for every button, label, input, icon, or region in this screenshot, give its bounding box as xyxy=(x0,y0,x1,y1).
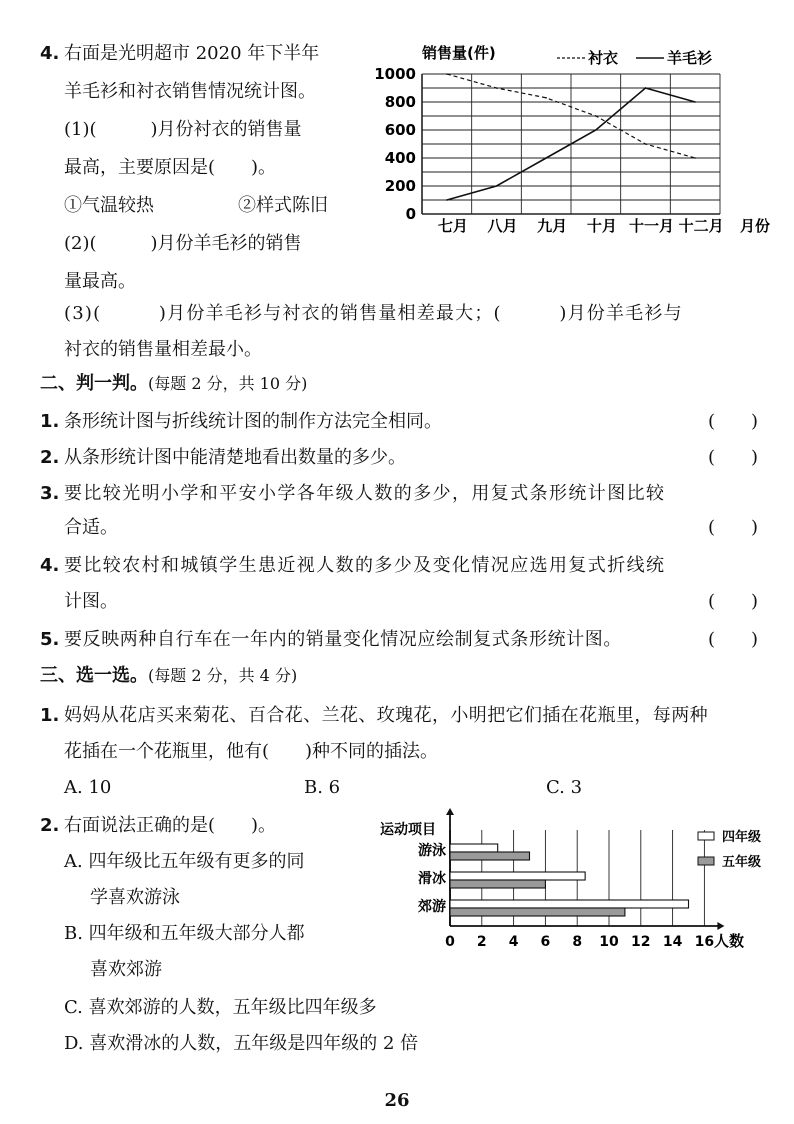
s3-q2-option-b-line1[interactable]: B. 四年级和五年级大部分人都 xyxy=(64,923,305,944)
s2-q1-number: 1. xyxy=(40,411,60,432)
bar-chart-xtick: 4 xyxy=(508,934,519,950)
section3-note: (每题 2 分，共 4 分) xyxy=(148,666,298,685)
section2-note: (每题 2 分，共 10 分) xyxy=(148,374,308,393)
legend-grade5-label: 五年级 xyxy=(722,855,762,870)
q4-option1: ①气温较热 xyxy=(64,195,154,216)
section3-title: 三、选一选。 xyxy=(40,665,148,686)
q4-sub1-line1: (1)( )月份衬衣的销售量 xyxy=(64,119,302,140)
q4-line2: 羊毛衫和衬衣销售情况统计图。 xyxy=(64,81,316,102)
q4-option2: ②样式陈旧 xyxy=(238,195,328,216)
line-chart-xtick: 七月 xyxy=(437,217,468,235)
legend-shirt-label: 衬衣 xyxy=(588,49,619,67)
bar-chart-category: 游泳 xyxy=(418,843,446,859)
bar-grade4 xyxy=(450,872,585,880)
line-chart-xtick: 十一月 xyxy=(628,217,675,235)
s3-q2-option-b-line2: 喜欢郊游 xyxy=(90,959,162,980)
bar-chart-legend xyxy=(698,829,761,870)
line-chart-ytick: 600 xyxy=(384,121,416,139)
line-point-sweater xyxy=(446,199,448,201)
s2-q4-text: 要比较农村和城镇学生患近视人数的多少及变化情况应选用复式折线统 xyxy=(64,555,666,576)
bar-chart-xtick: 6 xyxy=(540,934,551,950)
q4-sub1-line2: 最高，主要原因是( )。 xyxy=(64,157,277,178)
legend-grade4-label: 四年级 xyxy=(722,830,762,845)
bar-chart-categories xyxy=(418,842,446,915)
line-chart-ytick: 400 xyxy=(384,149,416,167)
line-point-shirt xyxy=(545,97,547,99)
s3-q1-option-b[interactable]: B. 6 xyxy=(304,777,341,798)
q4-number: 4. xyxy=(40,43,60,64)
bar-chart-x-arrow xyxy=(717,922,724,930)
bar-grade5 xyxy=(450,908,625,916)
s2-q5-number: 5. xyxy=(40,629,60,650)
bar-chart-xtick: 0 xyxy=(445,934,455,950)
bar-chart-xtick: 12 xyxy=(631,934,651,950)
q4-sub3-line1: (3)( )月份羊毛衫与衬衣的销售量相差最大；( )月份羊毛衫与 xyxy=(64,303,683,324)
line-chart-ytick: 800 xyxy=(384,93,416,111)
line-point-shirt xyxy=(645,143,647,145)
s2-q5-text: 要反映两种自行车在一年内的销量变化情况应绘制复式条形统计图。 xyxy=(64,629,622,650)
s2-q2-number: 2. xyxy=(40,447,60,468)
page-number: 26 xyxy=(384,1090,410,1111)
bar-grade5 xyxy=(450,880,545,888)
bar-chart-xtick: 2 xyxy=(476,934,487,950)
line-chart-ytick: 0 xyxy=(405,205,416,223)
s2-q3-number: 3. xyxy=(40,483,60,504)
s3-q1-option-c[interactable]: C. 3 xyxy=(546,777,583,798)
s3-q2-option-d[interactable]: D. 喜欢滑冰的人数，五年级是四年级的 2 倍 xyxy=(64,1033,419,1054)
line-chart-x-ticks xyxy=(438,217,724,235)
bar-grade4 xyxy=(450,844,498,852)
s3-q2-stem: 右面说法正确的是( )。 xyxy=(64,815,277,836)
s2-q1-text: 条形统计图与折线统计图的制作方法完全相同。 xyxy=(64,411,442,432)
s3-q2-option-a-line2: 学喜欢游泳 xyxy=(90,887,180,908)
bar-chart-category: 滑冰 xyxy=(418,871,446,887)
legend-sweater-label: 羊毛衫 xyxy=(667,49,713,67)
s3-q1-option-a[interactable]: A. 10 xyxy=(64,777,112,798)
s3-q1-number: 1. xyxy=(40,705,60,726)
line-point-sweater xyxy=(496,185,498,187)
line-point-sweater xyxy=(645,87,647,89)
bar-chart-x-ticks xyxy=(445,934,714,950)
s2-q3-answer-blank[interactable]: ( ) xyxy=(708,517,759,538)
line-chart-xtick: 九月 xyxy=(537,217,568,235)
bar-grade4 xyxy=(450,900,689,908)
line-point-sweater xyxy=(595,129,597,131)
q4-sub3-line2: 衬衣的销售量相差最小。 xyxy=(64,339,262,360)
bar-chart-y-arrow xyxy=(446,808,454,815)
legend-grade5-swatch xyxy=(698,857,714,865)
s3-q2-option-c[interactable]: C. 喜欢郊游的人数，五年级比四年级多 xyxy=(64,997,377,1018)
line-point-shirt xyxy=(694,157,696,159)
line-point-sweater xyxy=(694,101,696,103)
bar-grade5 xyxy=(450,852,530,860)
bar-chart-category: 郊游 xyxy=(418,899,446,915)
s2-q2-answer-blank[interactable]: ( ) xyxy=(708,447,759,468)
s2-q4-text-cont: 计图。 xyxy=(64,591,118,612)
s2-q3-text-cont: 合适。 xyxy=(64,517,118,538)
s2-q2-text: 从条形统计图中能清楚地看出数量的多少。 xyxy=(64,447,406,468)
line-chart-xtick: 八月 xyxy=(487,217,518,235)
s2-q4-answer-blank[interactable]: ( ) xyxy=(708,591,759,612)
section2-title: 二、判一判。 xyxy=(40,373,148,394)
line-chart-xtick: 十二月 xyxy=(678,217,724,235)
line-chart-ylabel: 销售量(件) xyxy=(422,44,496,62)
line-point-shirt xyxy=(496,87,498,89)
line-point-shirt xyxy=(446,73,448,75)
q4-sub2-line2: 量最高。 xyxy=(64,271,136,292)
bar-chart-xtick: 14 xyxy=(662,934,683,950)
q4-line1: 右面是光明超市 2020 年下半年 xyxy=(64,43,320,64)
line-chart-legend xyxy=(557,49,713,67)
s3-q2-number: 2. xyxy=(40,815,60,836)
line-chart-y-ticks xyxy=(374,65,416,223)
bar-chart-xtick: 8 xyxy=(572,934,583,950)
line-chart-ytick: 1000 xyxy=(374,65,416,83)
bar-chart-xlabel: 人数 xyxy=(714,932,745,950)
s3-q1-line2: 花插在一个花瓶里，他有( )种不同的插法。 xyxy=(64,741,439,762)
q4-sub2-line1: (2)( )月份羊毛衫的销售 xyxy=(64,233,302,254)
line-chart-xtick: 十月 xyxy=(586,217,617,235)
legend-grade4-swatch xyxy=(698,832,714,840)
bar-chart-bars xyxy=(450,844,689,916)
bar-chart-xtick: 10 xyxy=(599,934,619,950)
s3-q1-line1: 妈妈从花店买来菊花、百合花、兰花、玫瑰花，小明把它们插在花瓶里，每两种 xyxy=(64,705,708,726)
s3-q2-option-a-line1[interactable]: A. 四年级比五年级有更多的同 xyxy=(64,851,305,872)
sales-line-chart xyxy=(370,38,790,238)
s2-q1-answer-blank[interactable]: ( ) xyxy=(708,411,759,432)
line-point-sweater xyxy=(545,157,547,159)
bar-chart-ylabel: 运动项目 xyxy=(380,822,436,838)
s2-q3-text: 要比较光明小学和平安小学各年级人数的多少，用复式条形统计图比较 xyxy=(64,483,666,504)
line-chart-xlabel: 月份 xyxy=(740,217,771,235)
bar-chart-xtick: 16 xyxy=(694,934,715,950)
s2-q5-answer-blank[interactable]: ( ) xyxy=(708,629,759,650)
line-chart-ytick: 200 xyxy=(384,177,416,195)
line-point-shirt xyxy=(595,115,597,117)
sports-bar-chart xyxy=(376,808,776,958)
s2-q4-number: 4. xyxy=(40,555,60,576)
